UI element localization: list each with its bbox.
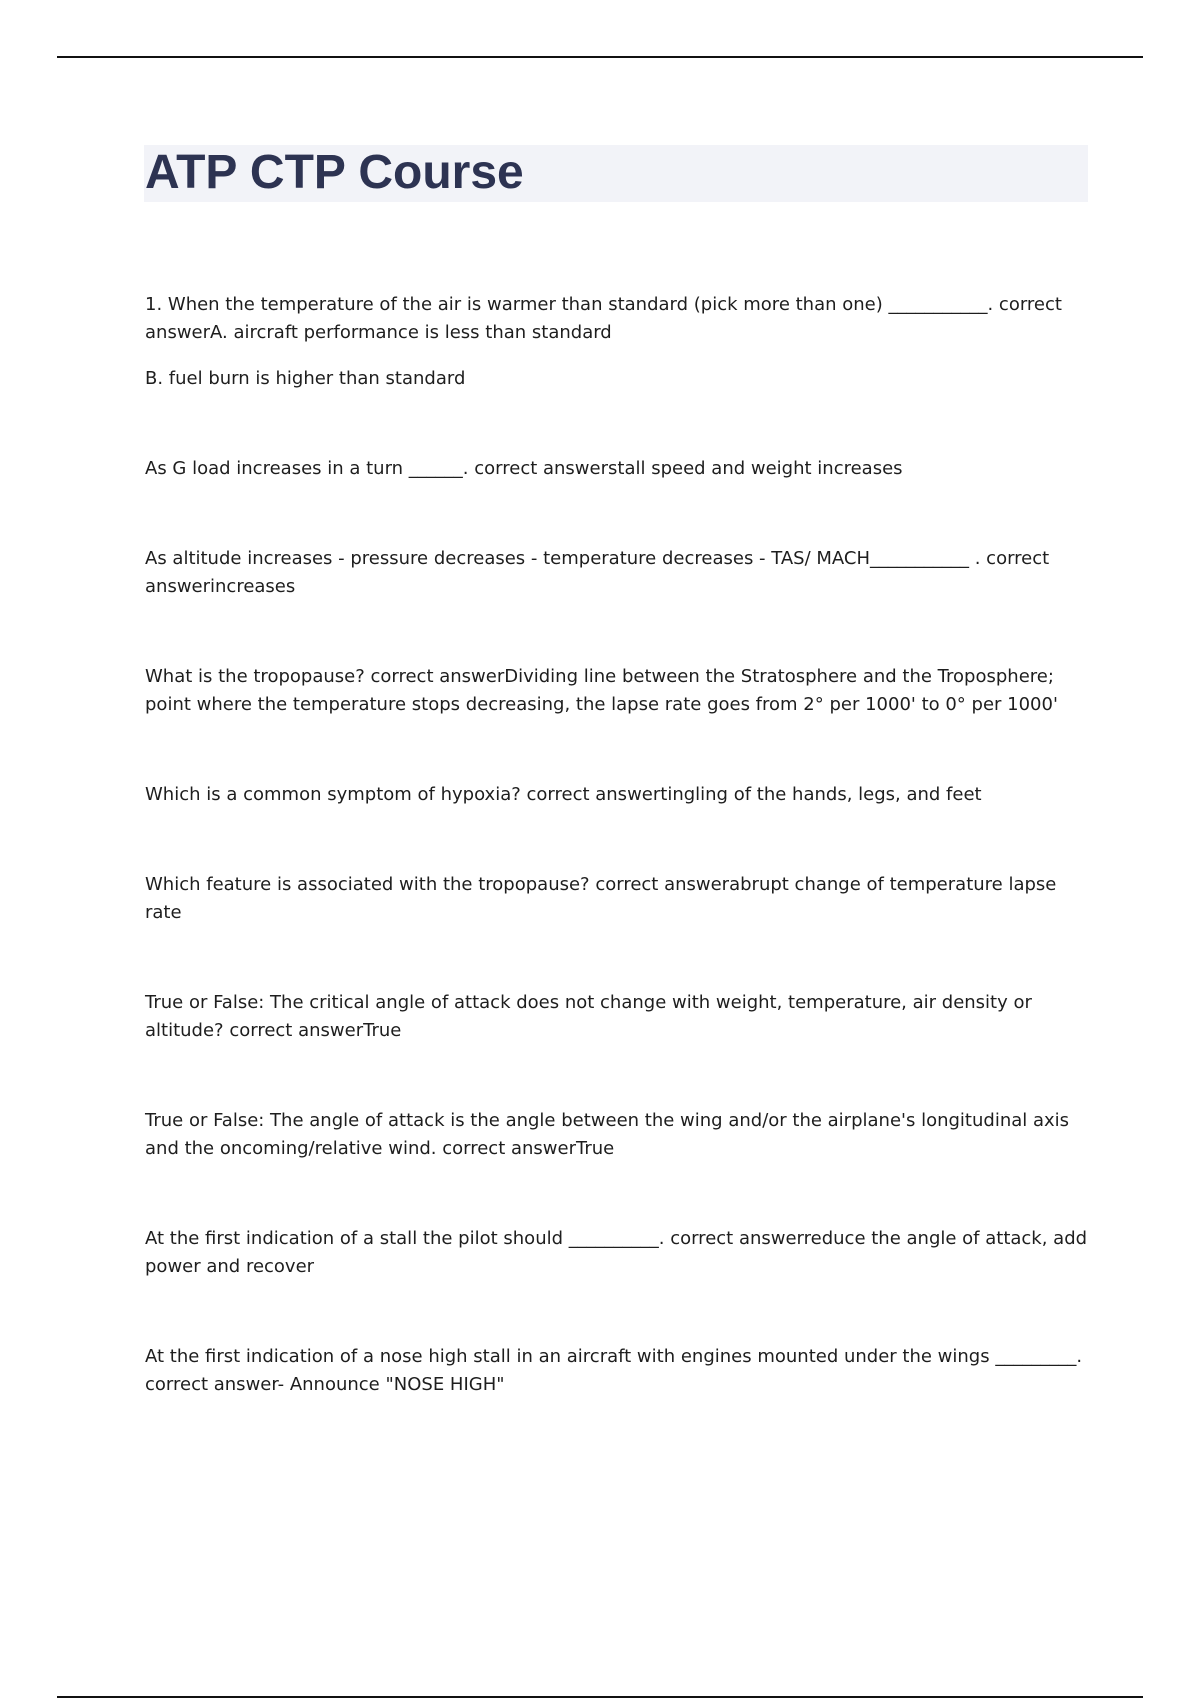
qa-text: As G load increases in a turn ______. correct answerstall speed and weight increases bbox=[145, 458, 903, 479]
qa-text: At the first indication of a stall the pilot should __________. correct answerreduce the angle of attack, add power and recover bbox=[145, 1228, 1088, 1277]
qa-item-4 bbox=[145, 663, 1089, 719]
qa-item-2 bbox=[145, 455, 1089, 483]
qa-text: Which is a common symptom of hypoxia? correct answertingling of the hands, legs, and feet bbox=[145, 784, 982, 805]
qa-text: True or False: The angle of attack is the angle between the wing and/or the airplane's longitudinal axis and the oncoming/relative wind. correct answerTrue bbox=[145, 1110, 1070, 1159]
qa-text: B. fuel burn is higher than standard bbox=[145, 368, 466, 389]
bottom-rule bbox=[57, 1696, 1143, 1698]
document-title: ATP CTP Course bbox=[145, 146, 524, 199]
document-body bbox=[145, 291, 1089, 1461]
qa-text: As altitude increases - pressure decreases - temperature decreases - TAS/ MACH___________ . correct answerincreases bbox=[145, 548, 1050, 597]
qa-text: 1. When the temperature of the air is warmer than standard (pick more than one) ___________. correct answerA. aircraft performance is less than standard bbox=[145, 294, 1062, 343]
qa-text: True or False: The critical angle of attack does not change with weight, temperature, air density or altitude? correct answerTrue bbox=[145, 992, 1032, 1041]
qa-item-5 bbox=[145, 781, 1089, 809]
qa-item-10 bbox=[145, 1343, 1089, 1399]
qa-text: Which feature is associated with the tropopause? correct answerabrupt change of temperature lapse rate bbox=[145, 874, 1057, 923]
qa-item-8 bbox=[145, 1107, 1089, 1163]
qa-item-3 bbox=[145, 545, 1089, 601]
top-rule bbox=[57, 56, 1143, 58]
qa-item-9 bbox=[145, 1225, 1089, 1281]
qa-item-7 bbox=[145, 989, 1089, 1045]
qa-item-6 bbox=[145, 871, 1089, 927]
qa-text: What is the tropopause? correct answerDividing line between the Stratosphere and the Troposphere; point where the temperature stops decreasing, the lapse rate goes from 2° per 1000' to 0° per 1000' bbox=[145, 666, 1058, 715]
qa-text: At the first indication of a nose high stall in an aircraft with engines mounted under the wings _________. correct answer- Announce "NOSE HIGH" bbox=[145, 1346, 1083, 1395]
qa-item-1 bbox=[145, 291, 1089, 393]
